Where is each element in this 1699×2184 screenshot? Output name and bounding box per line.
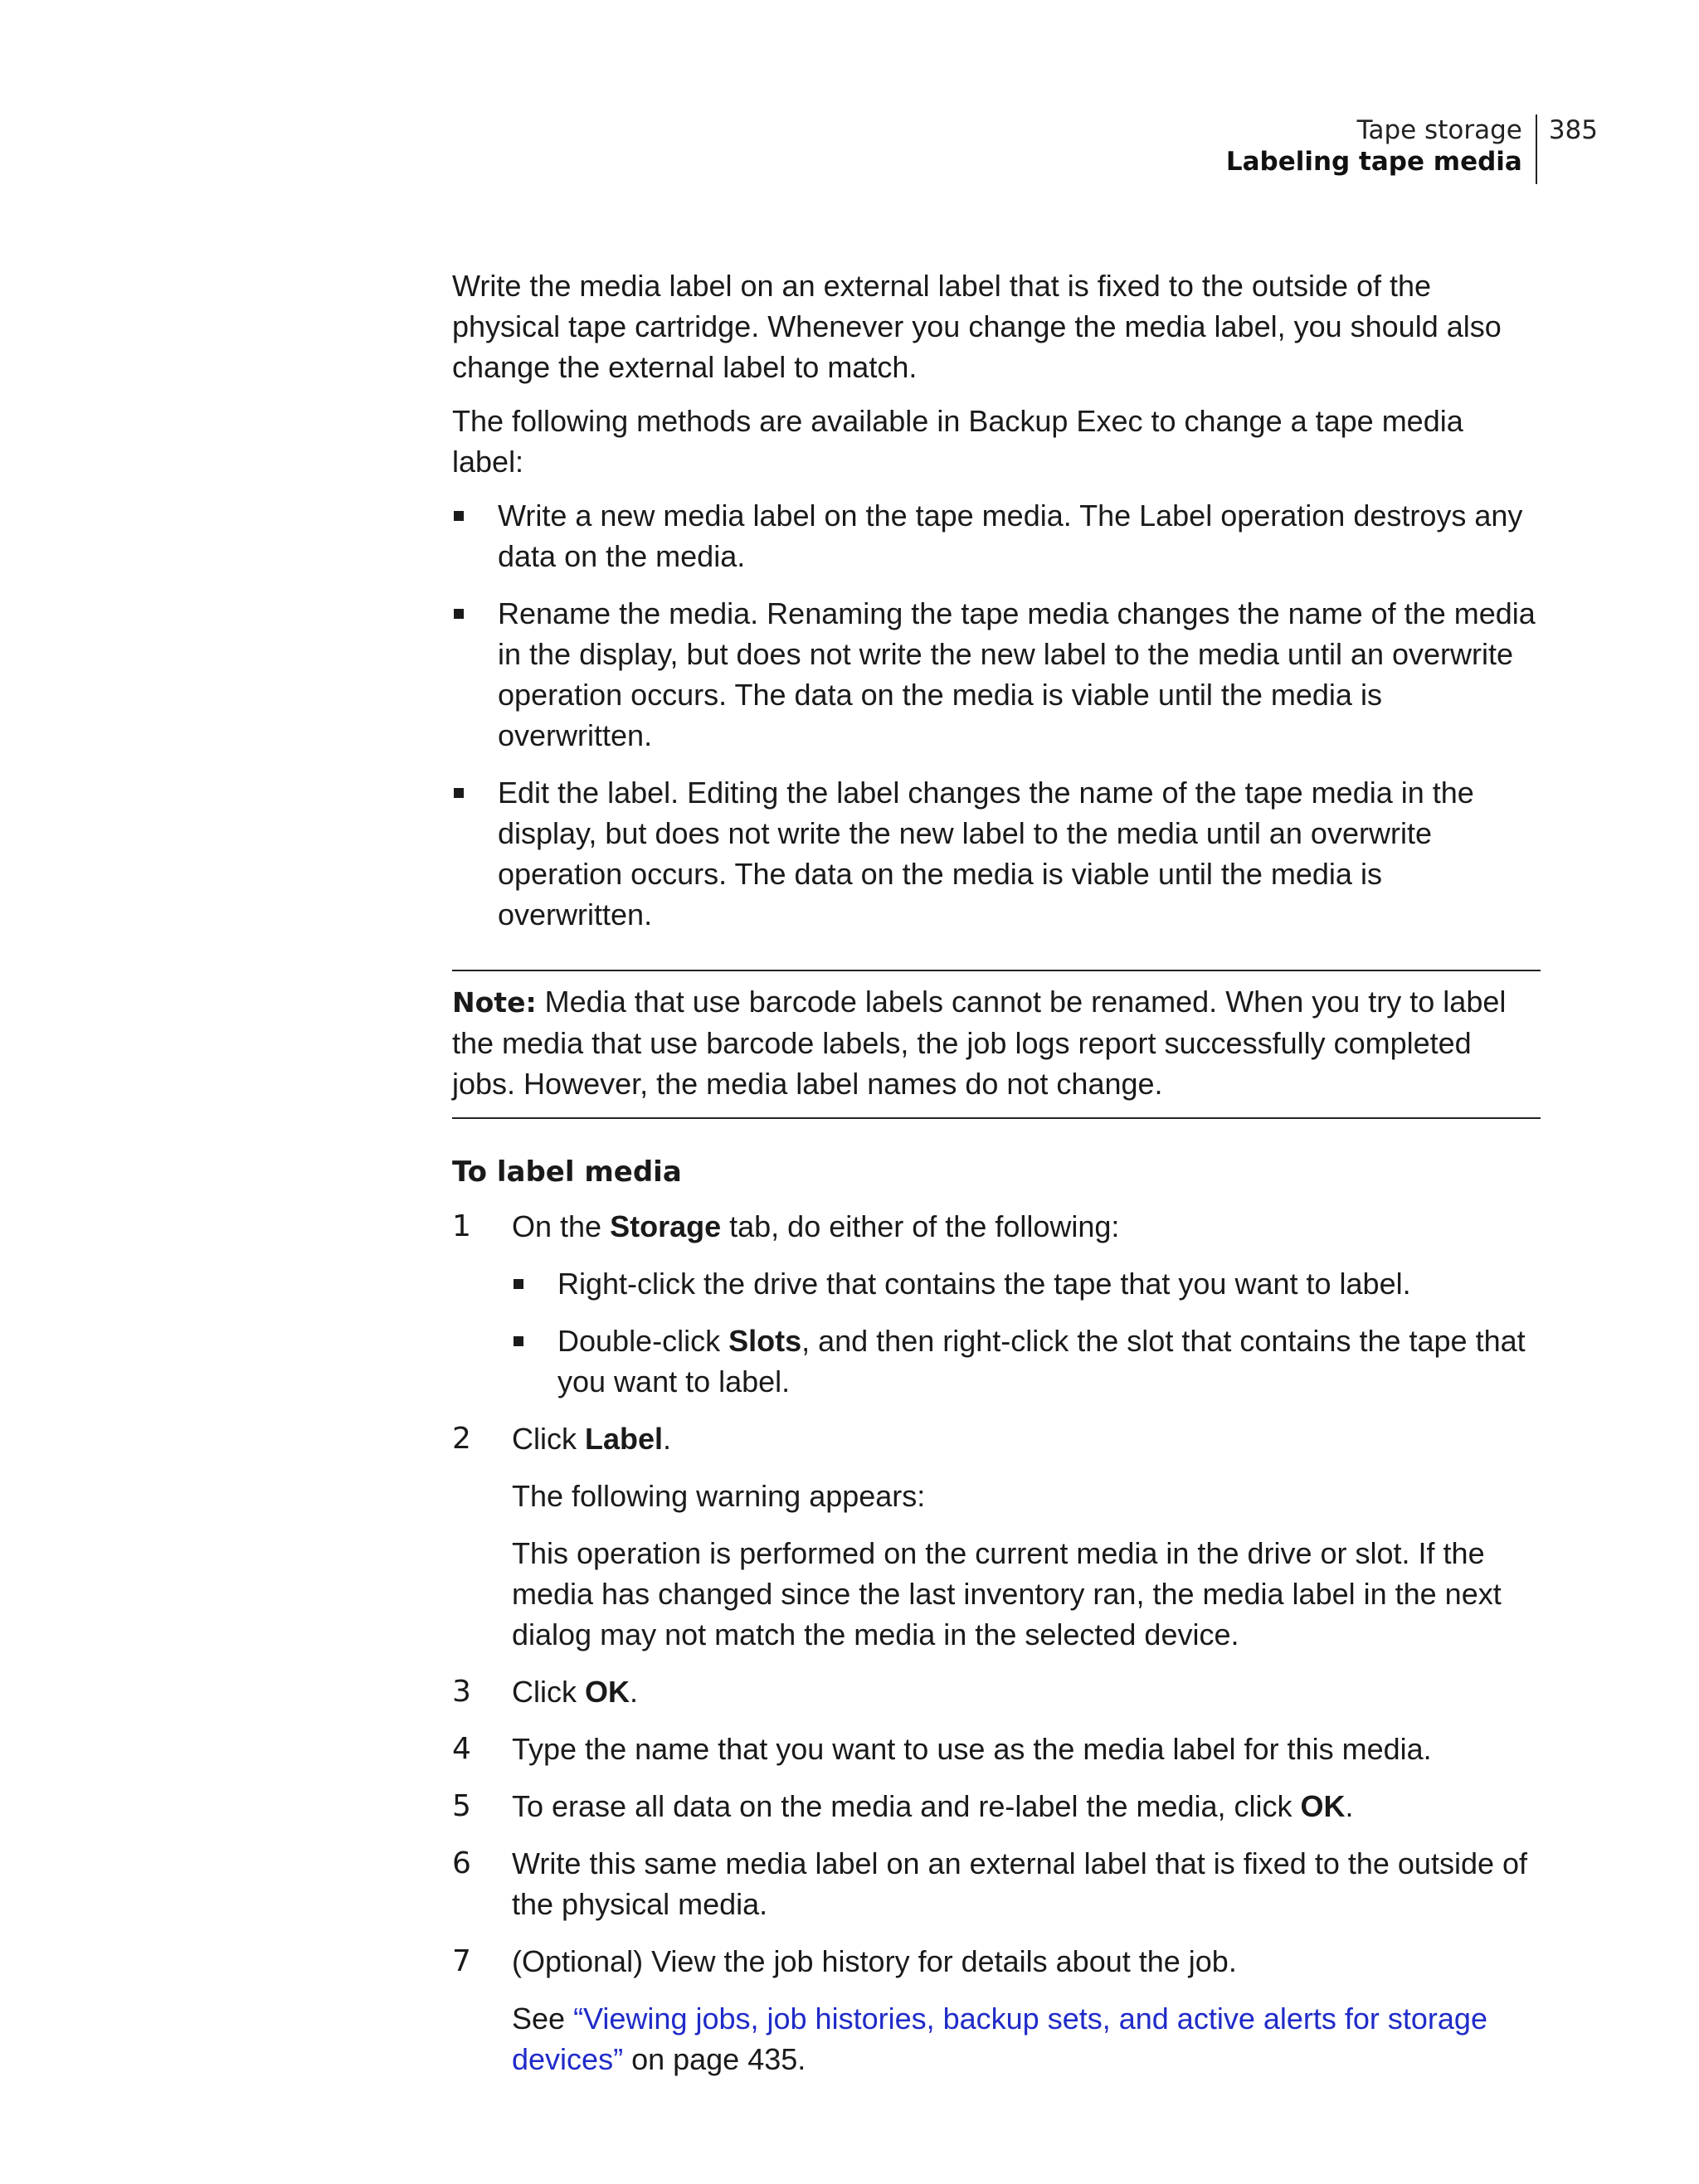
step-1-options (512, 1263, 1541, 1402)
step-1 (452, 1206, 1541, 1402)
step-text: . (663, 1422, 672, 1456)
see-also-prefix: See (512, 2002, 574, 2036)
list-item (512, 1321, 1541, 1402)
ui-term-ok: OK (1300, 1789, 1346, 1823)
intro-paragraph-2: The following methods are available in Backup Exec to change a tape media label: (452, 404, 1463, 479)
list-item-text: , and then right-click the slot that contains the tape that you want to label. (557, 1324, 1526, 1398)
step-4 (452, 1729, 1541, 1769)
step-2 (452, 1418, 1541, 1655)
header-text (1226, 114, 1536, 178)
cross-reference-link[interactable]: “Viewing jobs, job histories, backup sets, and active alerts for storage devices” (512, 2002, 1487, 2076)
note-text: Media that use barcode labels cannot be renamed. When you try to label the media that use barcode labels, the job logs report successfully completed jobs. However, the media label names do not change. (452, 985, 1507, 1101)
step-number: 2 (452, 1422, 471, 1456)
see-also (512, 1998, 1541, 2079)
page-number: 385 (1548, 115, 1598, 145)
step-number: 7 (452, 1944, 471, 1978)
bullet-icon (514, 1279, 523, 1289)
step-text: Click (512, 1675, 585, 1709)
step-number: 6 (452, 1846, 471, 1880)
list-item-text: Right-click the drive that contains the tape that you want to label. (557, 1267, 1411, 1301)
step-2-para-1: The following warning appears: (512, 1479, 926, 1513)
ui-term-ok: OK (585, 1675, 630, 1709)
list-item (512, 1263, 1541, 1304)
step-number: 4 (452, 1732, 471, 1766)
note-label: Note: (452, 986, 537, 1019)
step-5 (452, 1786, 1541, 1826)
step-text: Write this same media label on an external label that is fixed to the outside of the physical media. (512, 1846, 1528, 1921)
step-text: (Optional) View the job history for details about the job. (512, 1944, 1237, 1978)
page-body (452, 265, 1541, 2096)
ui-term-slots: Slots (728, 1324, 802, 1358)
step-6 (452, 1843, 1541, 1924)
step-number: 5 (452, 1789, 471, 1823)
intro-paragraph-1: Write the media label on an external label that is fixed to the outside of the physical tape cartridge. Whenever you change the media label, you should also change the external label to match. (452, 269, 1502, 384)
step-text: To erase all data on the media and re-label the media, click (512, 1789, 1301, 1823)
step-text: Click (512, 1422, 585, 1456)
note-box (452, 970, 1541, 1119)
step-number: 1 (452, 1209, 471, 1243)
bullet-icon (454, 511, 464, 521)
list-item (452, 593, 1541, 756)
list-item (452, 495, 1541, 576)
list-item-text: Double-click (557, 1324, 729, 1358)
list-item-text: Rename the media. Renaming the tape media changes the name of the media in the display, but does not write the new label to the media until an overwrite operation occurs. The data on the media is viable until the media is overwritten. (498, 596, 1536, 752)
bullet-icon (454, 609, 464, 619)
bullet-icon (514, 1336, 523, 1346)
step-3 (452, 1671, 1541, 1712)
header-section: Tape storage (1356, 115, 1522, 145)
step-text: On the (512, 1209, 611, 1243)
header-topic: Labeling tape media (1225, 147, 1522, 177)
ui-term-storage: Storage (610, 1209, 722, 1243)
step-number: 3 (452, 1675, 471, 1709)
running-header (1226, 114, 1598, 184)
see-also-suffix: on page 435. (623, 2042, 806, 2076)
list-item (452, 772, 1541, 935)
procedure-title: To label media (452, 1155, 682, 1189)
step-text: tab, do either of the following: (721, 1209, 1120, 1243)
warning-text: This operation is performed on the current media in the drive or slot. If the media has changed since the last inventory ran, the media label in the next dialog may not match the media in the selected device. (512, 1536, 1502, 1651)
step-7 (452, 1941, 1541, 2079)
list-item-text: Edit the label. Editing the label changes the name of the tape media in the display, but does not write the new label to the media until an overwrite operation occurs. The data on the media is viable until the media is overwritten. (498, 776, 1474, 931)
list-item-text: Write a new media label on the tape media. The Label operation destroys any data on the media. (498, 499, 1523, 573)
step-text: . (1345, 1789, 1354, 1823)
step-text: Type the name that you want to use as the media label for this media. (512, 1732, 1432, 1766)
procedure-steps (452, 1206, 1541, 2079)
methods-list (452, 495, 1541, 935)
ui-term-label: Label (585, 1422, 664, 1456)
step-text: . (630, 1675, 639, 1709)
bullet-icon (454, 788, 464, 798)
